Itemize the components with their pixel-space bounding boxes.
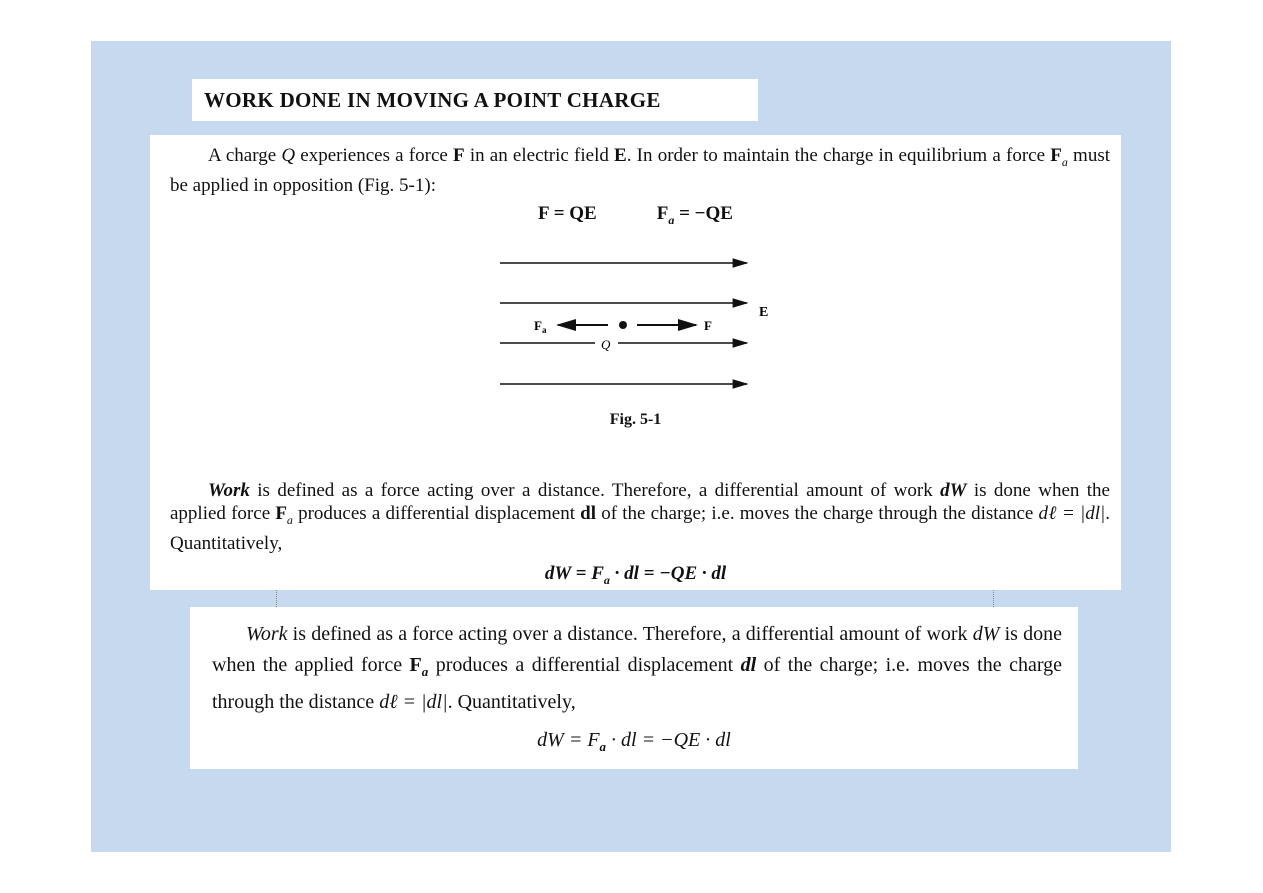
symbol-dell: dℓ = |dl| <box>1038 503 1106 524</box>
symbol-Fa: F <box>1050 145 1062 166</box>
symbol-dl: dl <box>740 654 757 676</box>
subscript-a: a <box>421 664 429 679</box>
symbol-Fa: F <box>275 503 287 524</box>
text-run: is defined as a force acting over a distance. Therefore, a differential amount of work <box>249 480 941 501</box>
text-run: produces a differential displacement <box>292 503 581 524</box>
text-run: . Quantitatively, <box>447 691 576 713</box>
symbol-F: F <box>453 145 465 166</box>
text-run: . Quantitatively, <box>170 503 1110 554</box>
text-run: of the charge; i.e. moves the charge through the distance <box>596 503 1039 524</box>
symbol-E: E <box>614 145 627 166</box>
equation-lhs: dW = F <box>537 729 600 751</box>
text-run: A charge <box>208 145 282 166</box>
subscript-a: a <box>668 212 675 227</box>
divider-mark <box>276 590 277 607</box>
equation-Fa-rhs: = −QE <box>674 203 733 224</box>
equation-work <box>150 563 1121 588</box>
subscript-a: a <box>599 739 607 754</box>
text-run: experiences a force <box>295 145 454 166</box>
text-run: is done when the applied force <box>170 480 1110 524</box>
label-Q: Q <box>601 337 611 352</box>
label-F: F <box>704 318 712 333</box>
text-run: of the charge; i.e. moves the charge through the distance <box>212 654 1062 713</box>
symbol-Q: Q <box>281 145 296 166</box>
equation-Fa: F <box>656 203 669 224</box>
text-run: produces a differential displacement <box>428 654 741 676</box>
equation-lhs: dW = F <box>544 563 604 584</box>
point-charge <box>619 321 627 329</box>
equation-work-zoom <box>190 729 1078 755</box>
text-run: is defined as a force acting over a distance. Therefore, a differential amount of work <box>287 623 973 645</box>
field-label-E: E <box>759 305 769 320</box>
scan-page-zoom <box>190 607 1078 769</box>
symbol-dW: dW <box>972 623 1000 645</box>
equation-rhs: · dl = −QE · dl <box>609 563 727 584</box>
intro-paragraph <box>170 144 1110 197</box>
label-Fa: $F_a$ <box>534 318 547 335</box>
subscript-a: a <box>603 572 610 587</box>
text-run: in an electric field <box>464 145 615 166</box>
text-run: . In order to maintain the charge in equilibrium a force <box>626 145 1051 166</box>
work-paragraph-zoom <box>212 619 1062 718</box>
scan-page-main <box>150 135 1121 590</box>
figure-caption: Fig. 5-1 <box>609 411 662 428</box>
symbol-dell: dℓ = |dl| <box>379 691 448 713</box>
work-paragraph <box>170 479 1110 555</box>
symbol-dl: dl <box>580 503 597 524</box>
subscript-a: a <box>1061 154 1068 169</box>
text-run: is done when the applied force <box>212 623 1062 676</box>
equation-F: F = QE <box>538 203 597 224</box>
equation-forces <box>150 203 1121 228</box>
term-work: Work <box>246 623 288 645</box>
equation-rhs: · dl = −QE · dl <box>606 729 731 751</box>
divider-mark <box>993 590 994 607</box>
symbol-Fa: F <box>409 654 422 676</box>
term-work: Work <box>208 480 250 501</box>
text-run: must be applied in opposition (Fig. 5-1): <box>170 145 1110 196</box>
title-box <box>192 79 758 121</box>
page-title: WORK DONE IN MOVING A POINT CHARGE <box>204 87 661 112</box>
subscript-a: a <box>286 512 293 527</box>
symbol-dW: dW <box>940 480 967 501</box>
